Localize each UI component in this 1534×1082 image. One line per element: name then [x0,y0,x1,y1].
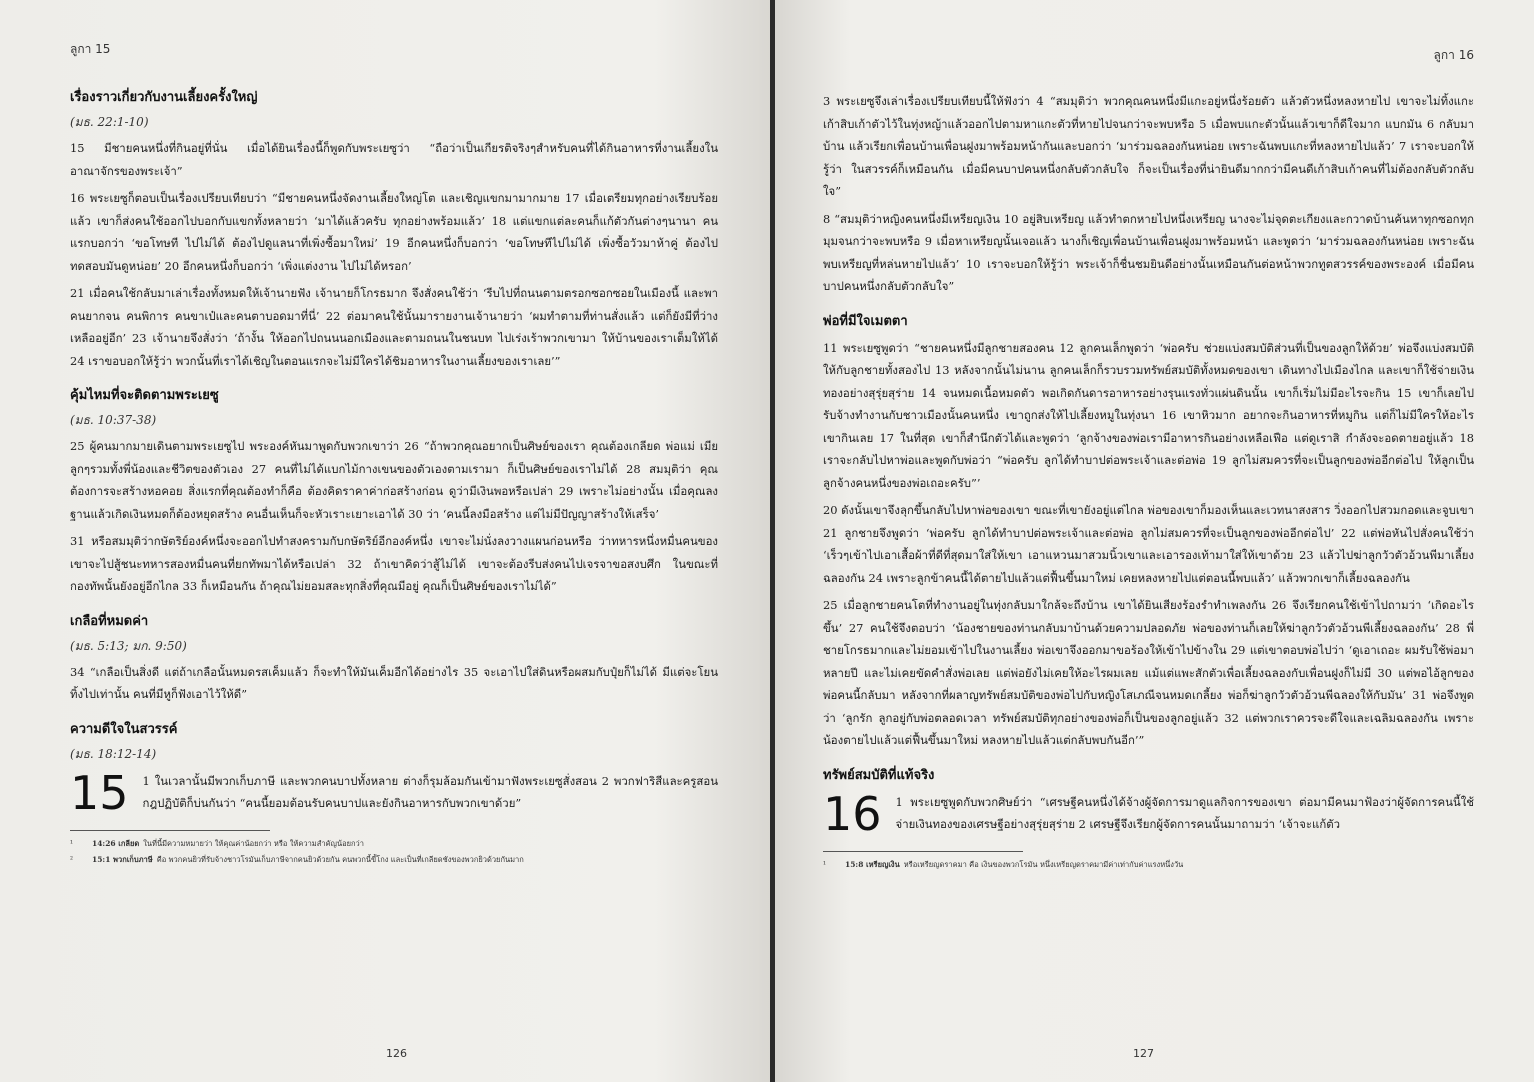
section-heading: ความดีใจในสวรรค์ [70,721,178,737]
footnote-ref: 14:26 เกลียด [92,838,140,848]
chapter-number: 16 [823,786,882,841]
footnote-text: คือ พวกคนยิวที่รับจ้างชาวโรมันเก็บภาษีจากคนยิวด้วยกัน คนพวกนี้ขี้โกง และเป็นที่เกลียดชังของพวกยิวด้วยกันมาก [156,854,524,864]
cross-reference: (มธ. 18:12-14) [70,746,157,761]
section-heading: ทรัพย์สมบัติที่แท้จริง [823,767,935,783]
chapter-start [70,765,718,820]
cross-reference: (มธ. 10:37-38) [70,413,157,427]
right-page [775,0,1534,1082]
footnote-ref: 15:1 พวกเก็บภาษี [92,854,153,864]
chapter-number: 15 [70,765,129,820]
paragraph: 15 มีชายคนหนึ่งที่กินอยู่ที่นั่น เมื่อได้ยินเรื่องนี้ก็พูดกับพระเยซูว่า “ถือว่าเป็นเกียรติจริงๆสำหรับคนที่ได้กินอาหารที่งานเลี้ยงในอาณาจักรของพระเจ้า” [70,141,718,178]
footnote-marker-icon: ¹ [823,859,827,869]
paragraph: 34 “เกลือเป็นสิ่งดี แต่ถ้าเกลือนั้นหมดรสเค็มแล้ว ก็จะทำให้มันเค็มอีกได้อย่างไร 35 จะเอาไปใส่ดินหรือผสมกับปุ๋ยก็ไม่ได้ มีแต่จะโยนทิ้งไปเท่านั้น คนที่มีหูก็ฟังเอาไว้ให้ดี” [70,664,718,701]
running-head: ลูกา 15 [70,42,111,56]
paragraph: 20 ดังนั้นเขาจึงลุกขึ้นกลับไปหาพ่อของเขา ขณะที่เขายังอยู่แต่ไกล พ่อของเขาก็มองเห็นและเวทนาสงสาร วิ่งออกไปสวมกอดและจูบเขา 21 ลูกชายจึงพูดว่า ‘พ่อครับ ลูกได้ทำบาปต่อพระเจ้าและต่อพ่อ ลูกไม่สมควรที่จะเป็นลูกของพ่ออีกต่อไป’ 22 แต่พ่อหันไปสั่งคนใช้ว่า ‘เร็วๆเข้าไปเอาเสื้อผ้าที่ดีที่สุดมาใส่ให้เขา เอาแหวนมาสวมนิ้วเขาและเอารองเท้ามาใส่ให้เขาด้วย 23 แล้วไปฆ่าลูกวัวตัวอ้วนพีมาเลี้ยงฉลองกัน 24 เพราะลูกข้าคนนี้ได้ตายไปแล้วแต่ฟื้นขึ้นมาใหม่ เคยหลงหายไปแต่ตอนนี้พบแล้ว’ แล้วพวกเขาก็เลี้ยงฉลองกัน [823,503,1474,585]
footnote-text: หรือเหรียญดราคมา คือ เงินของพวกโรมัน หนึ่งเหรียญดราคมามีค่าเท่ากับค่าแรงหนึ่งวัน [903,859,1184,869]
section-heading: คุ้มไหมที่จะติดตามพระเยซู [70,388,219,403]
footnote-marker-icon: ¹ [70,838,74,848]
footnote-ref: 15:8 เหรียญเงิน [845,859,900,869]
page-number: 127 [1133,1047,1154,1060]
section-heading: พ่อที่มีใจเมตตา [823,313,908,329]
paragraph: 8 “สมมุติว่าหญิงคนหนึ่งมีเหรียญเงิน 10 อยู่สิบเหรียญ แล้วทำตกหายไปหนึ่งเหรียญ นางจะไม่จุดตะเกียงและกวาดบ้านค้นหาทุกซอกทุกมุมจนกว่าจะพบหรือ 9 เมื่อหาเหรียญนั้นเจอแล้ว นางก็เชิญเพื่อนบ้านเพื่อนฝูงมาพร้อมหน้า และพูดว่า ‘มาร่วมฉลองกันหน่อย เพราะฉันพบเหรียญที่หล่นหายไปแล้ว’ 10 เราจะบอกให้รู้ว่า พระเจ้าก็ชื่นชมยินดีอย่างนั้นเหมือนกันต่อหน้าพวกทูตสวรรค์ของพระองค์ เมื่อมีคนบาปคนหนึ่งกลับตัวกลับใจ” [823,211,1474,293]
footnote [70,837,718,851]
paragraph: 3 พระเยซูจึงเล่าเรื่องเปรียบเทียบนี้ให้ฟังว่า 4 “สมมุติว่า พวกคุณคนหนึ่งมีแกะอยู่หนึ่งร้อยตัว แล้วตัวหนึ่งหลงหายไป เขาจะไม่ทิ้งแกะเก้าสิบเก้าตัวไว้ในทุ่งหญ้าแล้วออกไปตามหาแกะตัวที่หายไปจนกว่าจะพบหรือ 5 เมื่อพบแกะตัวนั้นแล้วเขาก็ดีใจมาก แบกมัน 6 กลับมาบ้าน แล้วเรียกเพื่อนบ้านเพื่อนฝูงมาพร้อมหน้ากันและบอกว่า ‘มาร่วมฉลองกันหน่อย เพราะฉันพบแกะที่หลงหายไปแล้ว’ 7 เราจะบอกให้รู้ว่า ในสวรรค์ก็เหมือนกัน เมื่อมีคนบาปคนหนึ่งกลับตัวกลับใจ ก็จะเป็นเรื่องที่น่ายินดีมากกว่ามีคนดีเก้าสิบเก้าคนที่ไม่ต้องกลับตัวกลับใจ” [823,94,1474,198]
paragraph: 25 เมื่อลูกชายคนโตที่ทำงานอยู่ในทุ่งกลับมาใกล้จะถึงบ้าน เขาได้ยินเสียงร้องรำทำเพลงกัน 26 จึงเรียกคนใช้เข้าไปถามว่า ‘เกิดอะไรขึ้น’ 27 คนใช้จึงตอบว่า ‘น้องชายของท่านกลับมาบ้านด้วยความปลอดภัย พ่อของท่านก็เลยให้ฆ่าลูกวัวตัวอ้วนพีเลี้ยงฉลองกัน’ 28 พี่ชายโกรธมากและไม่ยอมเข้าไปในงานเลี้ยง พ่อเขาจึงออกมาขอร้องให้เข้าไปข้างใน 29 แต่เขาตอบพ่อไปว่า ‘ดูเอาเถอะ ผมรับใช้พ่อมาหลายปี และไม่เคยขัดคำสั่งพ่อเลย แต่พ่อยังไม่เคยให้อะไรผมเลย แม้แต่แพะสักตัวเพื่อเลี้ยงฉลองกับเพื่อนฝูงก็ไม่มี 30 แต่พอไอ้ลูกของพ่อคนนี้กลับมา หลังจากที่ผลาญทรัพย์สมบัติของพ่อไปกับหญิงโสเภณีจนหมดเกลี้ยง พ่อก็ฆ่าลูกวัวตัวอ้วนพีฉลองให้กับมัน’ 31 พ่อจึงพูดว่า ‘ลูกรัก ลูกอยู่กับพ่อตลอดเวลา ทรัพย์สมบัติทุกอย่างของพ่อก็เป็นของลูกอยู่แล้ว 32 แต่พวกเราควรจะดีใจและเฉลิมฉลองกัน เพราะน้องตายไปแล้วแต่ฟื้นขึ้นมาใหม่ หลงหายไปแล้วแต่กลับพบกันอีก’” [823,598,1474,747]
footnote-marker-icon: ² [70,854,74,864]
footnote-text: ในที่นี้มีความหมายว่า ให้คุณค่าน้อยกว่า หรือ ให้ความสำคัญน้อยกว่า [143,838,364,848]
footnote [70,853,718,867]
paragraph: 21 เมื่อคนใช้กลับมาเล่าเรื่องทั้งหมดให้เจ้านายฟัง เจ้านายก็โกรธมาก จึงสั่งคนใช้ว่า ‘รีบไปที่ถนนตามตรอกซอกซอยในเมืองนี้ และพาคนยากจน คนพิการ คนขาเป๋และคนตาบอดมาที่นี่’ 22 ต่อมาคนใช้นั้นมารายงานเจ้านายว่า ‘ผมทำตามที่ท่านสั่งแล้ว แต่ก็ยังมีที่ว่างเหลืออยู่อีก’ 23 เจ้านายจึงสั่งว่า ‘ถ้างั้น ให้ออกไปถนนนอกเมืองและตามถนนในชนบท ไปเร่งเร้าพวกเขามา ให้บ้านของเราเต็มให้ได้ 24 เราขอบอกให้รู้ว่า พวกนั้นที่เราได้เชิญในตอนแรกจะไม่มีใครได้ชิมอาหารในงานเลี้ยงของเราเลย’” [70,286,718,368]
paragraph: 16 พระเยซูก็ตอบเป็นเรื่องเปรียบเทียบว่า “มีชายคนหนึ่งจัดงานเลี้ยงใหญ่โต และเชิญแขกมามากมาย 17 เมื่อเตรียมทุกอย่างเรียบร้อยแล้ว เขาก็ส่งคนใช้ออกไปบอกกับแขกทั้งหลายว่า ‘มาได้แล้วครับ ทุกอย่างพร้อมแล้ว’ 18 แต่แขกแต่ละคนก็แก้ตัวกันต่างๆนานา คนแรกบอกว่า ‘ขอโทษที ไปไม่ได้ ต้องไปดูแลนาที่เพิ่งซื้อมาใหม่’ 19 อีกคนหนึ่งก็บอกว่า ‘ขอโทษทีไปไม่ได้ เพิ่งซื้อวัวมาห้าคู่ ต้องไปทดสอบมันดูหน่อย’ 20 อีกคนหนึ่งก็บอกว่า ‘เพิ่งแต่งงาน ไปไม่ได้หรอก’ [70,191,718,273]
section-heading: เรื่องราวเกี่ยวกับงานเลี้ยงครั้งใหญ่ [70,90,258,105]
section-heading: เกลือที่หมดค่า [70,613,149,629]
footnote-rule [823,851,1023,852]
paragraph: 31 หรือสมมุติว่ากษัตริย์องค์หนึ่งจะออกไปทำสงครามกับกษัตริย์อีกองค์หนึ่ง เขาจะไม่นั่งลงวางแผนก่อนหรือ ว่าทหารหนึ่งหมื่นคนของเขาจะไปสู้ชนะทหารสองหมื่นคนที่ยกทัพมาได้หรือเปล่า 32 ถ้าเขาคิดว่าสู้ไม่ได้ เขาจะต้องรีบส่งคนไปเจรจาขอสงบศึก ในขณะที่กองทัพนั้นยังอยู่อีกไกล 33 ก็เหมือนกัน ถ้าคุณไม่ยอมสละทุกสิ่งที่คุณมีอยู่ คุณก็เป็นศิษย์ของเราไม่ได้” [70,534,718,593]
cross-reference: (มธ. 5:13; มก. 9:50) [70,638,187,653]
cross-reference: (มธ. 22:1-10) [70,115,149,129]
footnote [823,858,1474,872]
paragraph: 25 ผู้คนมากมายเดินตามพระเยซูไป พระองค์หันมาพูดกับพวกเขาว่า 26 “ถ้าพวกคุณอยากเป็นศิษย์ของเรา คุณต้องเกลียด พ่อแม่ เมีย ลูกๆรวมทั้งพี่น้องและชีวิตของตัวเอง 27 คนที่ไม่ได้แบกไม้กางเขนของตัวเองตามเรามา ก็เป็นศิษย์ของเราไม่ได้ 28 สมมุติว่า คุณต้องการจะสร้างหอคอย สิ่งแรกที่คุณต้องทำก็คือ ต้องคิดราคาค่าก่อสร้างก่อน ดูว่ามีเงินพอหรือเปล่า 29 เพราะไม่อย่างนั้น เมื่อคุณลงฐานแล้วเกิดเงินหมดก็ต้องหยุดสร้าง คนอื่นเห็นก็จะหัวเราะเยาะเอาได้ 30 ว่า ‘คนนี้ลงมือสร้าง แต่ไม่มีปัญญาสร้างให้เสร็จ’ [70,439,718,521]
paragraph: 1 พระเยซูพูดกับพวกศิษย์ว่า “เศรษฐีคนหนึ่งได้จ้างผู้จัดการมาดูแลกิจการของเขา ต่อมามีคนมาฟ้องว่าผู้จัดการคนนี้ใช้จ่ายเงินทองของเศรษฐีอย่างสุรุ่ยสุร่าย 2 เศรษฐีจึงเรียกผู้จัดการคนนั้นมาถามว่า ‘เจ้าจะแก้ตัว [895,794,1474,831]
paragraph: 11 พระเยซูพูดว่า “ชายคนหนึ่งมีลูกชายสองคน 12 ลูกคนเล็กพูดว่า ‘พ่อครับ ช่วยแบ่งสมบัติส่วนที่เป็นของลูกให้ด้วย’ พ่อจึงแบ่งสมบัติให้กับลูกชายทั้งสองไป 13 หลังจากนั้นไม่นาน ลูกคนเล็กก็รวบรวมทรัพย์สมบัติทั้งหมดของเขา เดินทางไปเมืองไกล และเขาก็ใช้จ่ายเงินทองอย่างสุรุ่ยสุร่าย 14 จนหมดเนื้อหมดตัว พอเกิดกันดารอาหารอย่างรุนแรงทั่วแผ่นดินนั้น เขาก็เริ่มไม่มีอะไรจะกิน 15 เขาก็เลยไปรับจ้างทำงานกับชาวเมืองนั้นคนหนึ่ง เขาถูกส่งให้ไปเลี้ยงหมูในทุ่งนา 16 เขาหิวมาก อยากจะกินอาหารที่หมูกิน แต่ก็ไม่มีใครให้อะไรเขากินเลย 17 ในที่สุด เขาก็สำนึกตัวได้และพูดว่า ‘ลูกจ้างของพ่อเรามีอาหารกินอย่างเหลือเฟือ แต่ดูเราสิ กำลังจะอดตายอยู่แล้ว 18 เราจะกลับไปหาพ่อและพูดกับพ่อว่า “พ่อครับ ลูกได้ทำบาปต่อพระเจ้าและต่อพ่อ 19 ลูกไม่สมควรที่จะเป็นลูกของพ่ออีกต่อไป ให้ลูกเป็นลูกจ้างคนหนึ่งของพ่อเถอะครับ”’ [823,340,1474,490]
paragraph: 1 ในเวลานั้นมีพวกเก็บภาษี และพวกคนบาปทั้งหลาย ต่างก็รุมล้อมกันเข้ามาฟังพระเยซูสั่งสอน 2 พวกฟาริสีและครูสอนกฎปฏิบัติก็บ่นกันว่า “คนนี้ยอมต้อนรับคนบาปและยังกินอาหารกับพวกเขาด้วย” [142,773,718,810]
footnote-rule [70,830,270,831]
chapter-start [823,786,1474,841]
page-number: 126 [386,1047,407,1060]
running-head: ลูกา 16 [1433,48,1474,62]
